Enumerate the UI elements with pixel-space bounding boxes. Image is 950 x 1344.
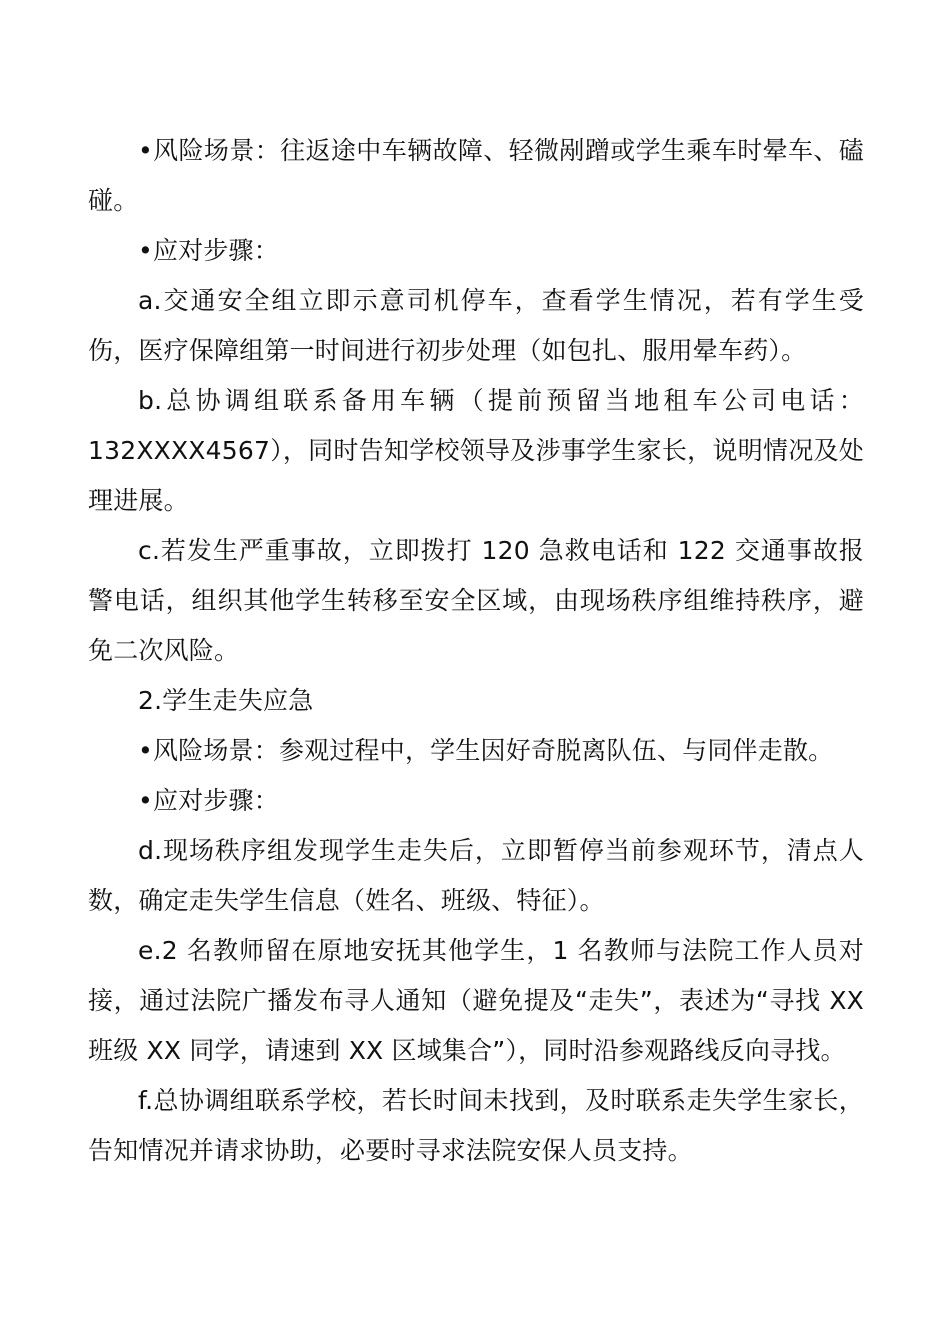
paragraph-step-c: c.若发生严重事故，立即拨打 120 急救电话和 122 交通事故报警电话，组织其他学生转移至安全区域，由现场秩序组维持秩序，避免二次风险。 <box>88 536 864 665</box>
paragraph-step-f: f.总协调组联系学校，若长时间未找到，及时联系走失学生家长，告知情况并请求协助，必要时寻求法院安保人员支持。 <box>88 1086 864 1165</box>
paragraph-step-a: a.交通安全组立即示意司机停车，查看学生情况，若有学生受伤，医疗保障组第一时间进行初步处理（如包扎、服用晕车药）。 <box>88 286 864 365</box>
document-body <box>88 126 864 1176</box>
paragraph-risk-scenario-lost: •风险场景：参观过程中，学生因好奇脱离队伍、与同伴走散。 <box>138 736 834 765</box>
paragraph-step-d: d.现场秩序组发现学生走失后，立即暂停当前参观环节，清点人数，确定走失学生信息（姓名、班级、特征）。 <box>88 836 864 915</box>
section-heading-student-lost: 2.学生走失应急 <box>138 686 314 715</box>
paragraph-response-steps-heading: •应对步骤： <box>138 236 279 265</box>
paragraph-response-steps-heading-2: •应对步骤： <box>138 786 279 815</box>
paragraph-step-e: e.2 名教师留在原地安抚其他学生，1 名教师与法院工作人员对接，通过法院广播发布寻人通知（避免提及“走失”，表述为“寻找 XX 班级 XX 同学，请速到 XX 区域集合”），同时沿参观路线反向寻找。 <box>88 936 864 1065</box>
paragraph-step-b: b.总协调组联系备用车辆（提前预留当地租车公司电话：132XXXX4567），同时告知学校领导及涉事学生家长，说明情况及处理进展。 <box>88 386 864 515</box>
paragraph-risk-scenario-traffic: •风险场景：往返途中车辆故障、轻微剐蹭或学生乘车时晕车、磕碰。 <box>88 136 864 215</box>
